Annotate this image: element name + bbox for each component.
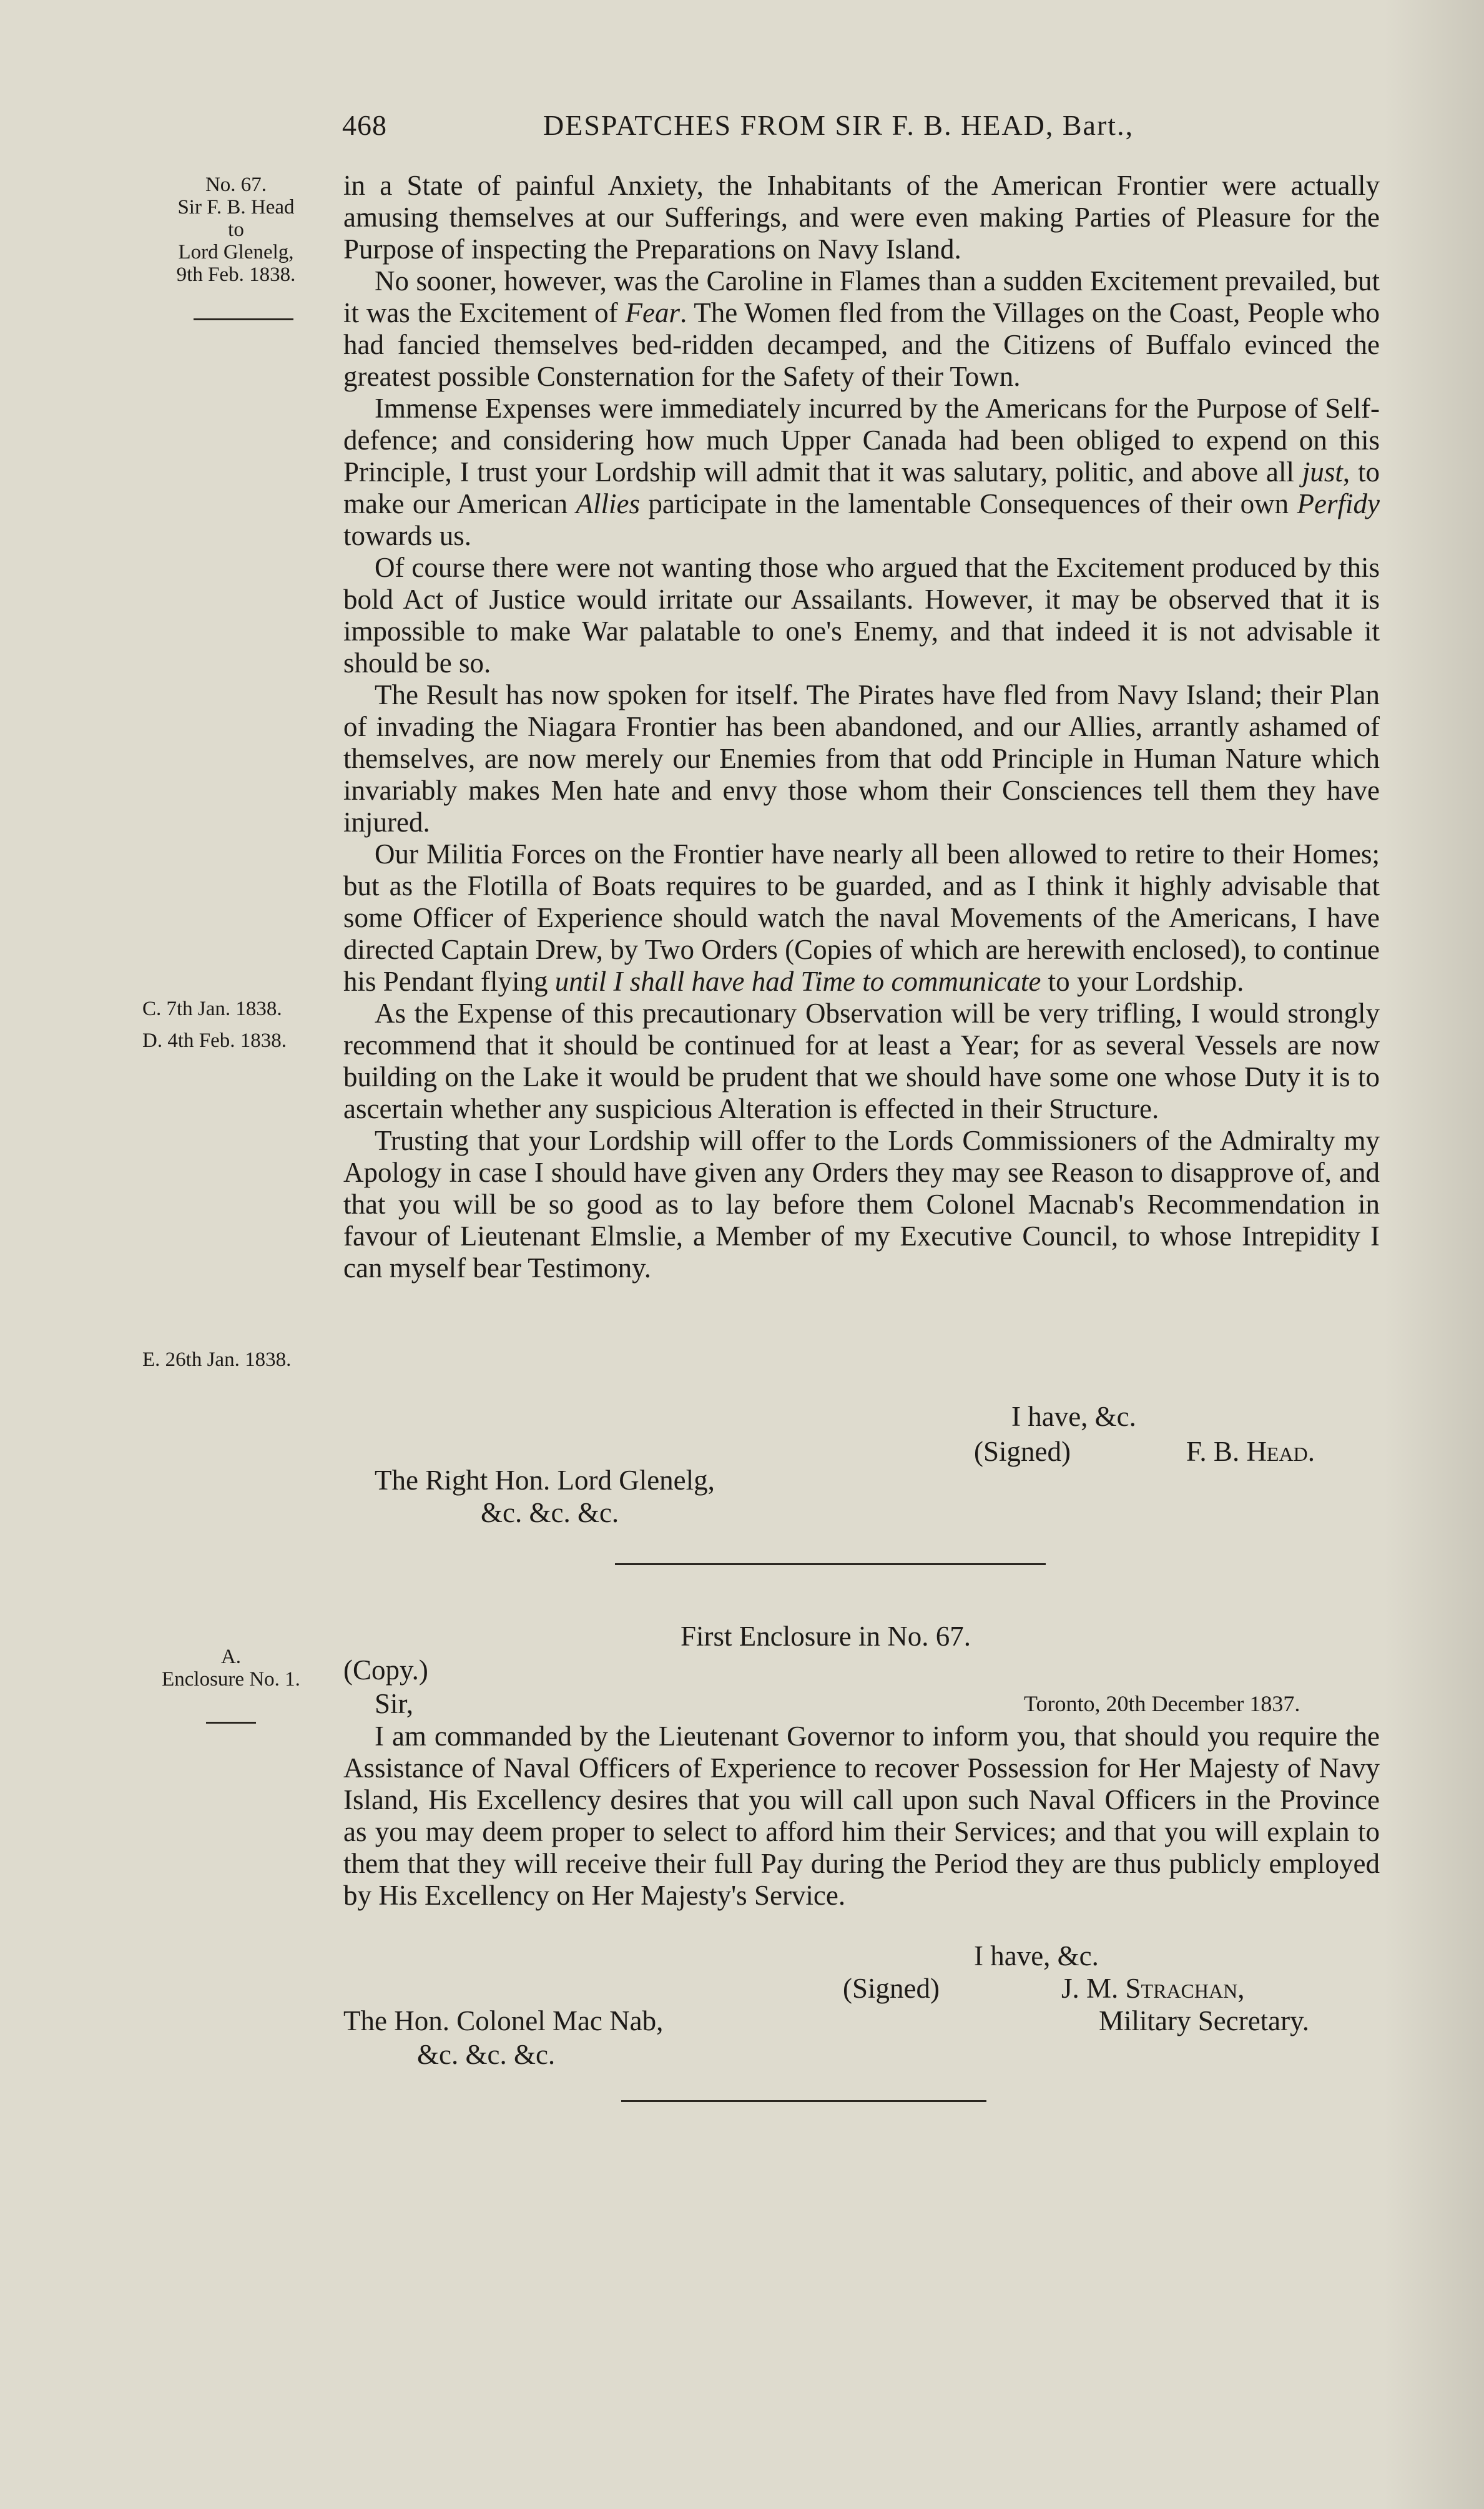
section-divider [615,1563,1046,1565]
margin-despatch-ref [142,174,330,286]
margin-line: Lord Glenelg, [178,241,294,263]
page-number: 468 [342,109,387,141]
margin-ref-c: C. 7th Jan. 1838. [142,998,282,1020]
margin-rule [194,318,293,320]
despatch-addressee-etc: &c. &c. &c. [481,1497,619,1528]
enclosure-body [343,1721,1380,1912]
enclosure-closing: I have, &c. [974,1940,1099,1971]
paragraph: I am commanded by the Lieutenant Governor to inform you, that should you require the Assistance of Naval Officers of Experience to recover Possession for Her Majesty of Navy Island, His Excellency desires that you will call upon such Naval Officers in the Province as you may deem proper to select to afford him their Services; and that you will explain to them that they will receive their full Pay during the Period they are thus publicly employed by His Excellency on Her Majesty's Service. [343,1721,1380,1911]
despatch-closing: I have, &c. [1011,1401,1136,1432]
margin-line: Sir F. B. Head [177,196,295,218]
margin-line: No. 67. [205,174,267,196]
paragraph: As the Expense of this precautionary Observation will be very trifling, I would strongly recommend that it should be continued for at least a Year; for as several Vessels are now building on the Lake it would be prudent that we should have some one whose Duty it is to ascertain whether any suspicious Alteration is effected in their Structure. [343,998,1380,1124]
paragraph: Immense Expenses were immediately incurred by the Americans for the Purpose of Self-defence; and considering how much Upper Canada had been obliged to expend on this Principle, I trust your Lordship will admit that it was salutary, politic, and above all just, to make our American Allies participate in the lamentable Consequences of their own Perfidy towards us. [343,393,1380,551]
paragraph: Our Militia Forces on the Frontier have nearly all been allowed to retire to their Homes; but as the Flotilla of Boats requires to be guarded, and as I think it highly advisable that some Officer of Experience should watch the naval Movements of the Americans, I have directed Captain Drew, by Two Orders (Copies of which are herewith enclosed), to continue his Pendant flying until I shall have had Time to communicate to your Lordship. [343,838,1380,997]
enclosure-copy: (Copy.) [343,1654,428,1686]
enclosure-signed: (Signed) [843,1973,940,2004]
margin-line: 9th Feb. 1838. [176,263,296,286]
margin-line: to [228,218,244,241]
margin-rule [206,1722,256,1724]
margin-line: Enclosure No. 1. [162,1668,300,1691]
despatch-body [343,170,1380,1284]
margin-line: A. [220,1646,242,1668]
paragraph: The Result has now spoken for itself. The Pirates have fled from Navy Island; their Plan of invading the Niagara Frontier has been abandoned, and our Allies, arrantly ashamed of themselves, are now merely our Enemies from that odd Principle in Human Nature which invariably makes Men hate and envy those whom their Consciences tell them they have injured. [343,679,1380,838]
enclosure-salutation: Sir, [375,1688,413,1719]
margin-ref-d: D. 4th Feb. 1838. [142,1029,287,1052]
enclosure-addressee-etc: &c. &c. &c. [417,2039,556,2070]
paragraph: in a State of painful Anxiety, the Inhabitants of the American Frontier were actually amusing themselves at our Sufferings, and were even making Parties of Pleasure for the Purpose of inspecting the Preparations on Navy Island. [343,170,1380,265]
margin-enclosure-ref [137,1646,325,1691]
section-divider [621,2100,986,2102]
paragraph: Trusting that your Lordship will offer to the Lords Commissioners of the Admiralty my Apology in case I should have given any Orders they may see Reason to disapprove of, and that you will be so good as to lay before them Colonel Macnab's Recommendation in favour of Lieutenant Elmslie, a Member of my Executive Council, to whose Intrepidity I can myself bear Testimony. [343,1125,1380,1284]
despatch-signer: F. B. Head. [1186,1436,1315,1467]
enclosure-signer-title: Military Secretary. [1099,2005,1309,2036]
despatch-signed: (Signed) [974,1436,1071,1467]
enclosure-signer: J. M. Strachan, [1061,1973,1245,2004]
margin-ref-e: E. 26th Jan. 1838. [142,1348,292,1371]
running-head: DESPATCHES FROM SIR F. B. HEAD, Bart., [543,109,1134,141]
enclosure-place-date: Toronto, 20th December 1837. [1024,1691,1300,1716]
page-edge-shadow [1384,0,1484,2509]
paragraph: No sooner, however, was the Caroline in Flames than a sudden Excitement prevailed, but it was the Excitement of Fear. The Women fled from the Villages on the Coast, People who had fancied themselves bed-ridden decamped, and the Citizens of Buffalo evinced the greatest possible Consternation for the Safety of their Town. [343,265,1380,392]
enclosure-addressee: The Hon. Colonel Mac Nab, [343,2005,664,2036]
paragraph: Of course there were not wanting those who argued that the Excitement produced by this bold Act of Justice would irritate our Assailants. However, it may be observed that it is impossible to make War palatable to one's Enemy, and that indeed it is not advisable it should be so. [343,552,1380,679]
page-header [342,105,1391,149]
despatch-addressee: The Right Hon. Lord Glenelg, [375,1465,715,1496]
enclosure-heading: First Enclosure in No. 67. [681,1621,971,1652]
